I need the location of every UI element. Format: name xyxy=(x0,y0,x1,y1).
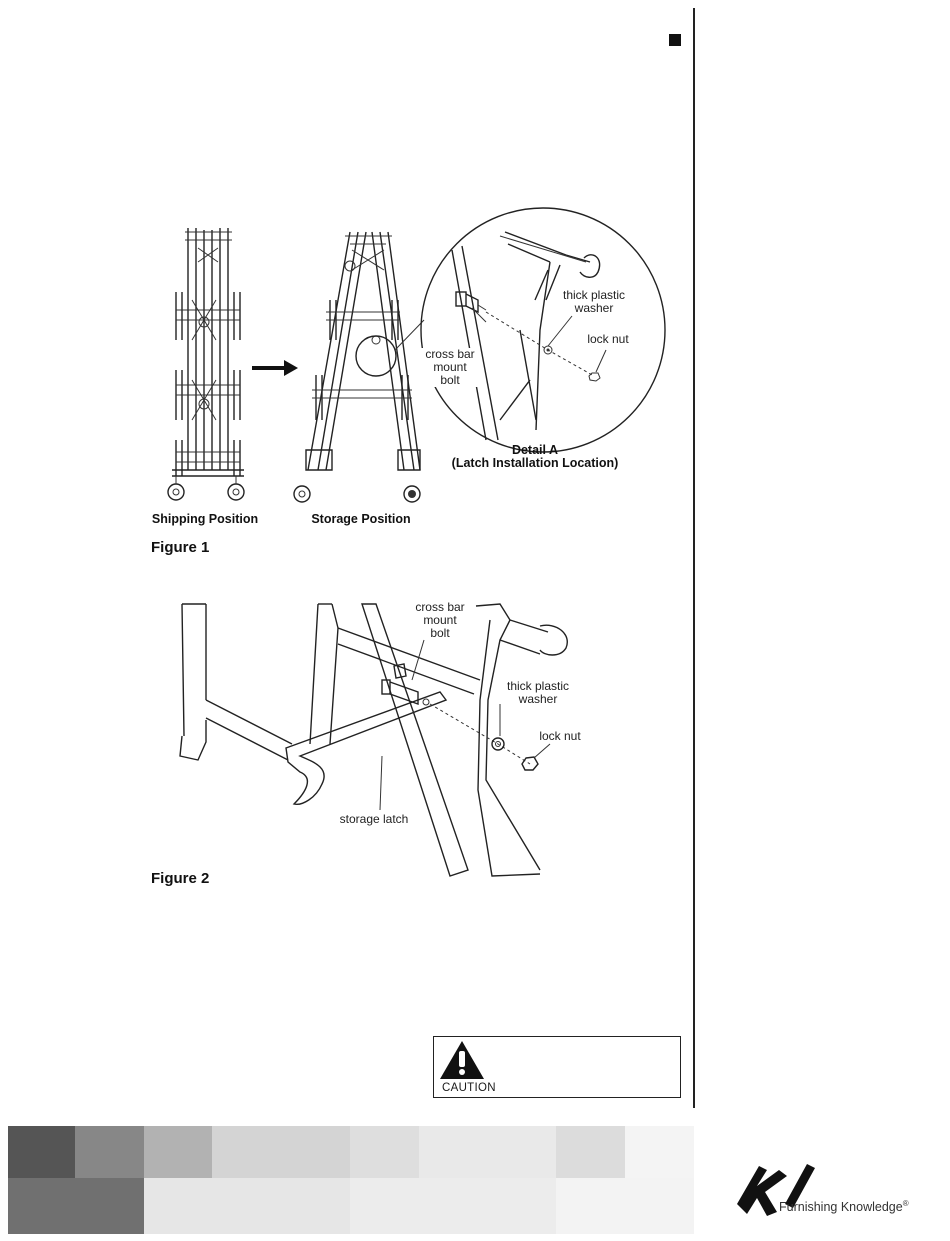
shipping-position-label: Shipping Position xyxy=(151,512,259,526)
band-12 xyxy=(556,1178,694,1234)
figure2-caption: Figure 2 xyxy=(151,870,210,887)
caution-label: CAUTION xyxy=(442,1082,496,1094)
caution-box xyxy=(433,1036,681,1098)
tagline-text: Furnishing Knowledge xyxy=(779,1200,903,1215)
fig2-latch-label: storage latch xyxy=(339,812,409,826)
figure1-caption: Figure 1 xyxy=(151,539,210,556)
warning-triangle-icon xyxy=(440,1041,488,1081)
band-7 xyxy=(556,1126,625,1178)
band-8 xyxy=(625,1126,694,1178)
band-10 xyxy=(144,1178,350,1234)
detail-a-title: Detail A xyxy=(511,443,559,457)
band-9 xyxy=(8,1178,144,1234)
detail-washer-label: thick plastic washer xyxy=(562,288,626,315)
band-1 xyxy=(8,1126,75,1178)
latch-assembly xyxy=(180,604,567,876)
fig2-bolt-label: cross bar mount bolt xyxy=(415,600,465,640)
ki-tagline xyxy=(779,1199,909,1214)
fig2-locknut-label: lock nut xyxy=(539,729,581,743)
storage-position-label: Storage Position xyxy=(311,512,411,526)
band-2 xyxy=(75,1126,144,1178)
detail-a-subtitle: (Latch Installation Location) xyxy=(451,456,619,470)
band-3 xyxy=(144,1126,212,1178)
detail-bolt-label: cross bar mount bolt xyxy=(420,348,480,387)
fig2-washer-label: thick plastic washer xyxy=(506,679,570,706)
band-4 xyxy=(212,1126,350,1178)
band-5 xyxy=(350,1126,419,1178)
detail-locknut-label: lock nut xyxy=(587,332,629,346)
band-6 xyxy=(419,1126,556,1178)
registered-mark: ® xyxy=(902,1199,909,1208)
band-11 xyxy=(350,1178,556,1234)
